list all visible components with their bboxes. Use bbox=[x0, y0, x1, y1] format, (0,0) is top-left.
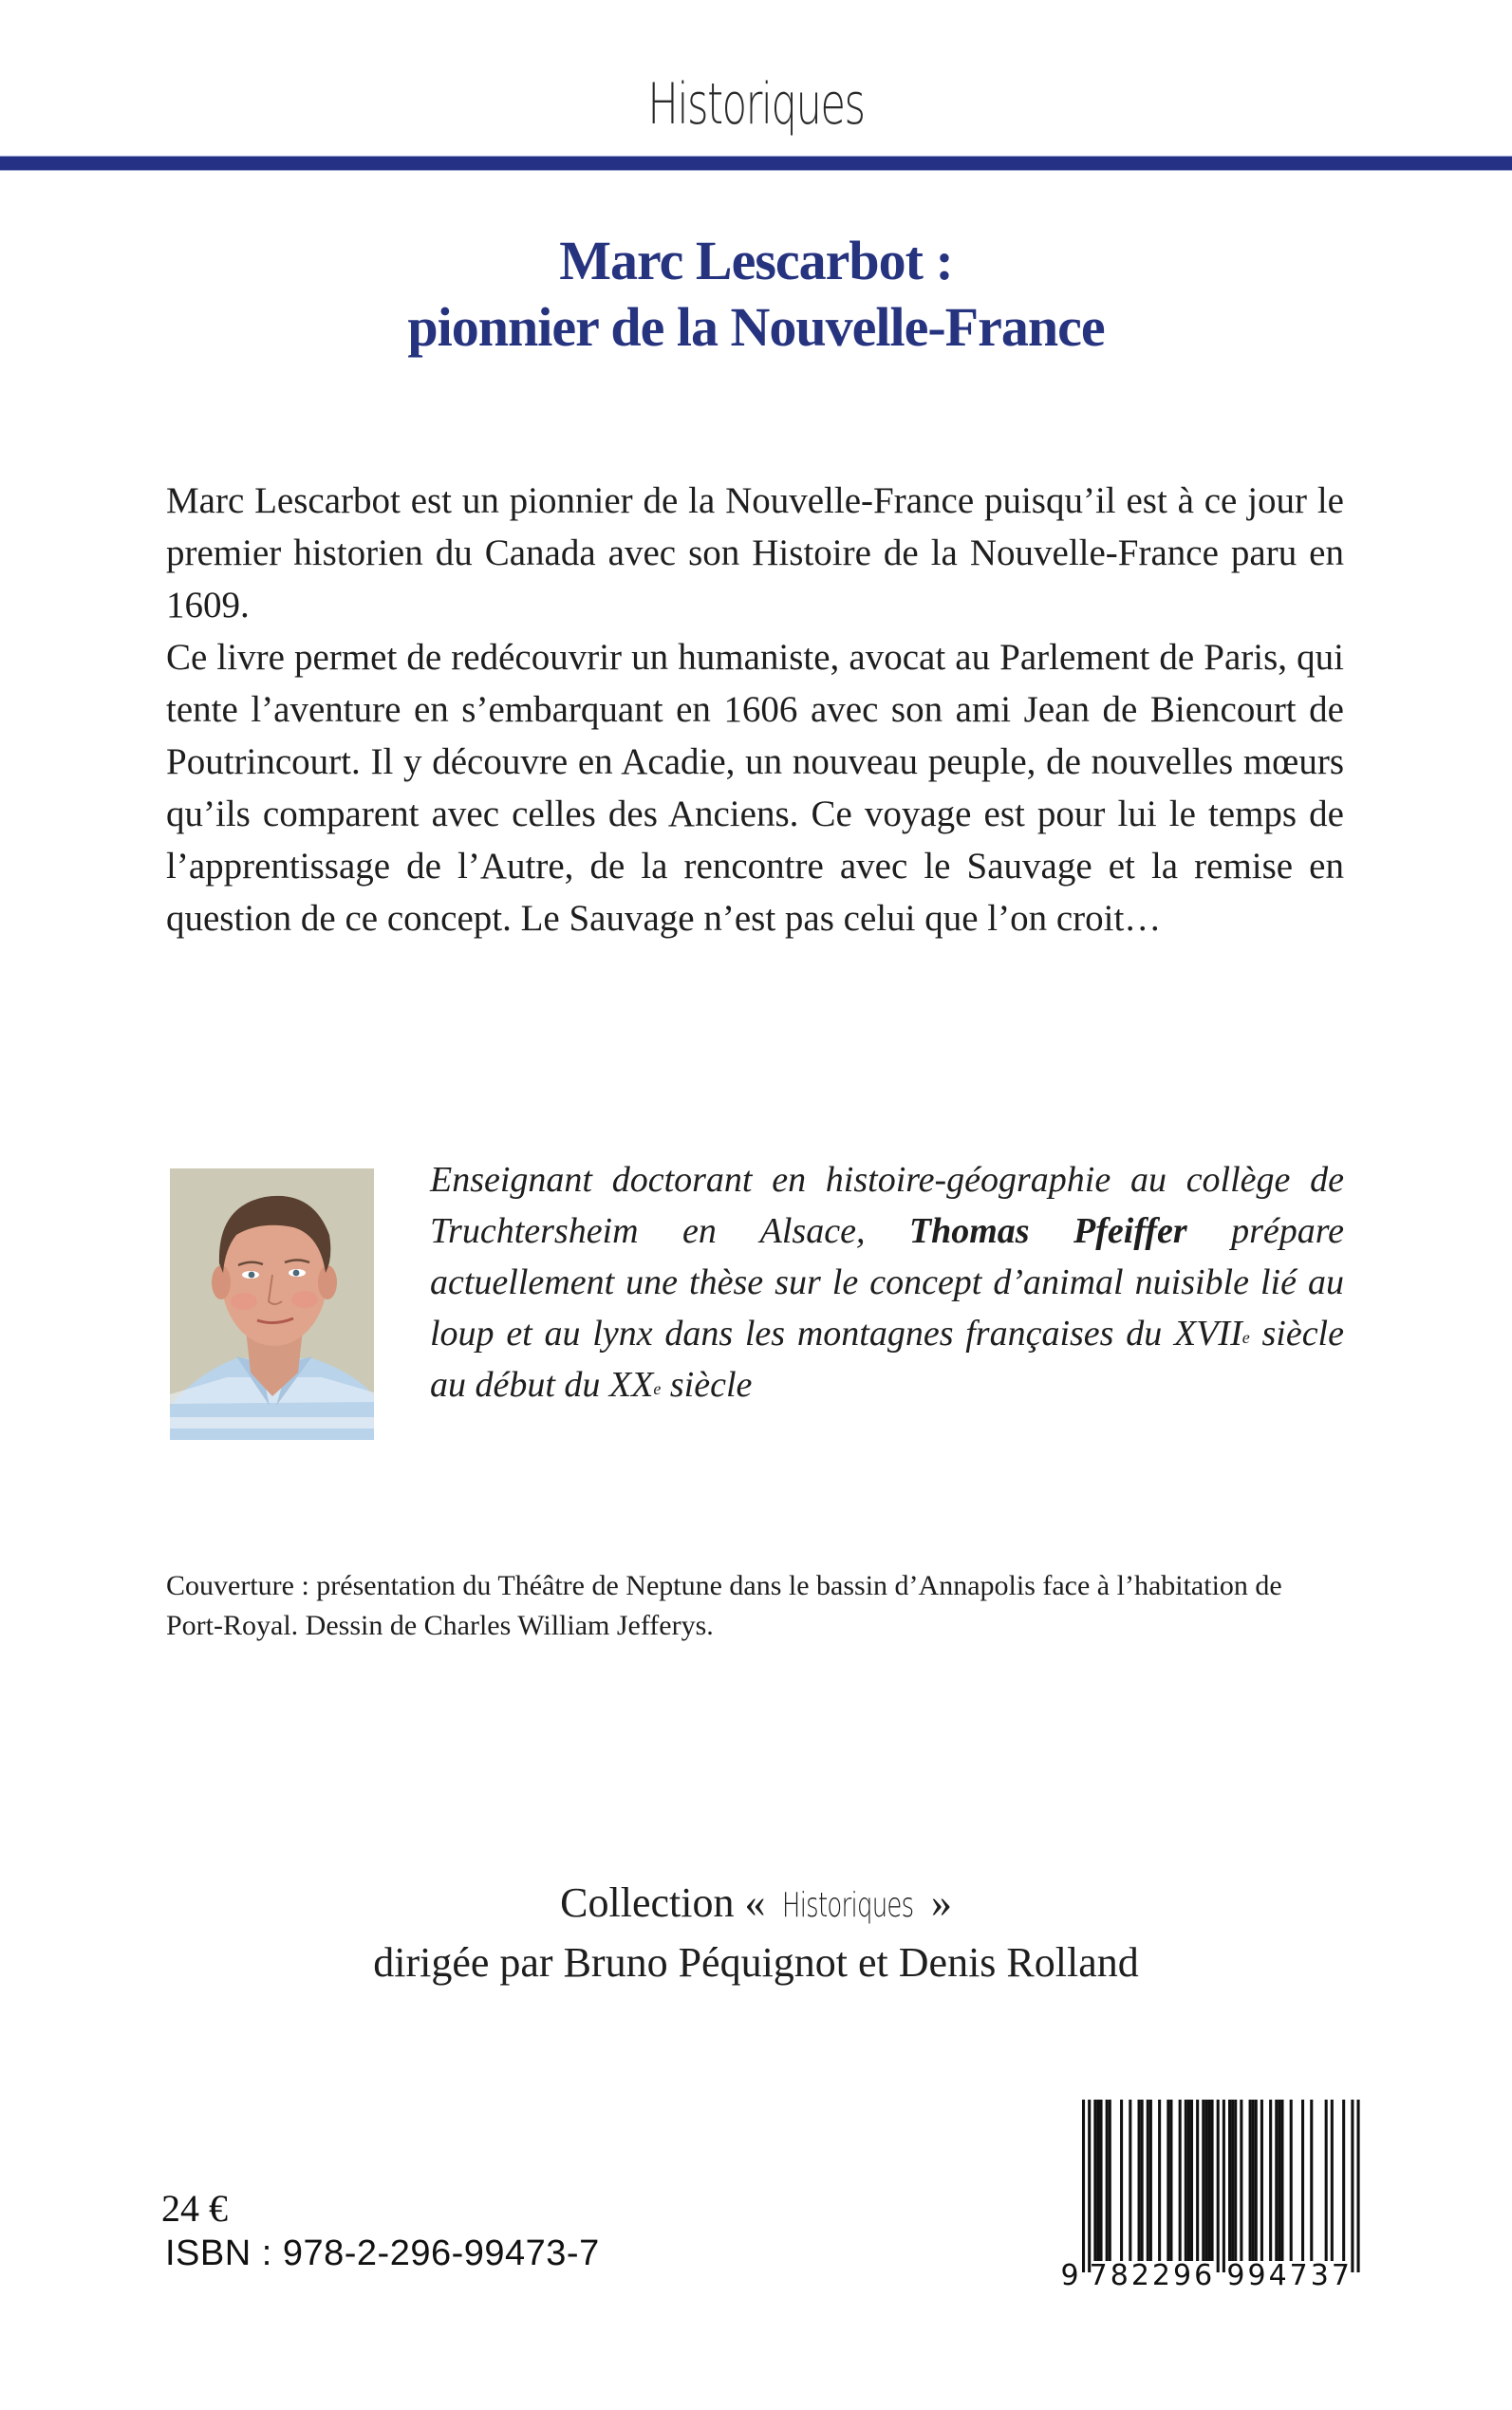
blurb-paragraph: Marc Lescarbot est un pionnier de la Nouvelle-France puisqu’il est à ce jour le premier historien du Canada avec son Histoire de la Nouvelle-France paru en 1609. bbox=[166, 480, 1344, 626]
price: 24 € bbox=[161, 2187, 228, 2230]
title-line-2: pionnier de la Nouvelle-France bbox=[407, 296, 1105, 358]
bio-text: siècle bbox=[661, 1365, 753, 1405]
superscript: e bbox=[653, 1379, 662, 1398]
author-portrait-image bbox=[170, 1168, 374, 1440]
title-line-1: Marc Lescarbot : bbox=[559, 230, 953, 291]
svg-text:782296: 782296 bbox=[1089, 2259, 1216, 2288]
collection-suffix: » bbox=[920, 1879, 952, 1926]
bio-text: prépare actuellement une thèse sur le concept d’animal nuisible lié au loup et au lynx dans les montagnes françaises du XVII bbox=[430, 1211, 1344, 1354]
blurb-paragraph: Ce livre permet de redécouvrir un humaniste, avocat au Parlement de Paris, qui tente l’aventure en s’embarquant en 1606 avec son ami Jean de Biencourt de Poutrincourt. Il y découvre en Acadie, un nouveau peuple, de nouvelles mœurs qu’ils comparent avec celles des Anciens. Ce voyage est pour lui le temps de l’apprentissage de l’Autre, de la rencontre avec le Sauvage et la remise en question de ce concept. Le Sauvage n’est pas celui que l’on croit… bbox=[166, 637, 1344, 939]
collection-name-line bbox=[0, 1875, 1512, 1934]
bio-text: siècle au début du XX bbox=[430, 1314, 1344, 1405]
author-photo bbox=[170, 1168, 374, 1440]
collection-prefix: Collection « bbox=[560, 1879, 776, 1926]
series-logo: Historiques bbox=[647, 71, 865, 138]
collection-series-logo: Historiques bbox=[782, 1886, 914, 1925]
top-divider bbox=[0, 156, 1512, 171]
back-cover-blurb bbox=[166, 475, 1344, 944]
author-name: Thomas Pfeiffer bbox=[908, 1211, 1187, 1251]
svg-text:9: 9 bbox=[1060, 2259, 1079, 2288]
svg-text:994737: 994737 bbox=[1226, 2259, 1353, 2288]
ean13-barcode bbox=[1058, 2098, 1372, 2288]
superscript: e bbox=[1241, 1328, 1250, 1347]
barcode-icon bbox=[1058, 2098, 1372, 2288]
isbn: ISBN : 978-2-296-99473-7 bbox=[165, 2233, 600, 2273]
cover-credit: Couverture : présentation du Théâtre de Neptune dans le bassin d’Annapolis face à l’habitation de Port-Royal. Dessin de Charles William Jefferys. bbox=[166, 1570, 1282, 1641]
book-title bbox=[0, 228, 1512, 361]
author-bio bbox=[430, 1154, 1344, 1411]
collection-directors: dirigée par Bruno Péquignot et Denis Rolland bbox=[373, 1939, 1139, 1986]
collection-info bbox=[0, 1875, 1512, 1991]
bio-text: Enseignant doctorant en histoire-géographie au collège de Truchtersheim en Alsace, bbox=[430, 1160, 1344, 1251]
